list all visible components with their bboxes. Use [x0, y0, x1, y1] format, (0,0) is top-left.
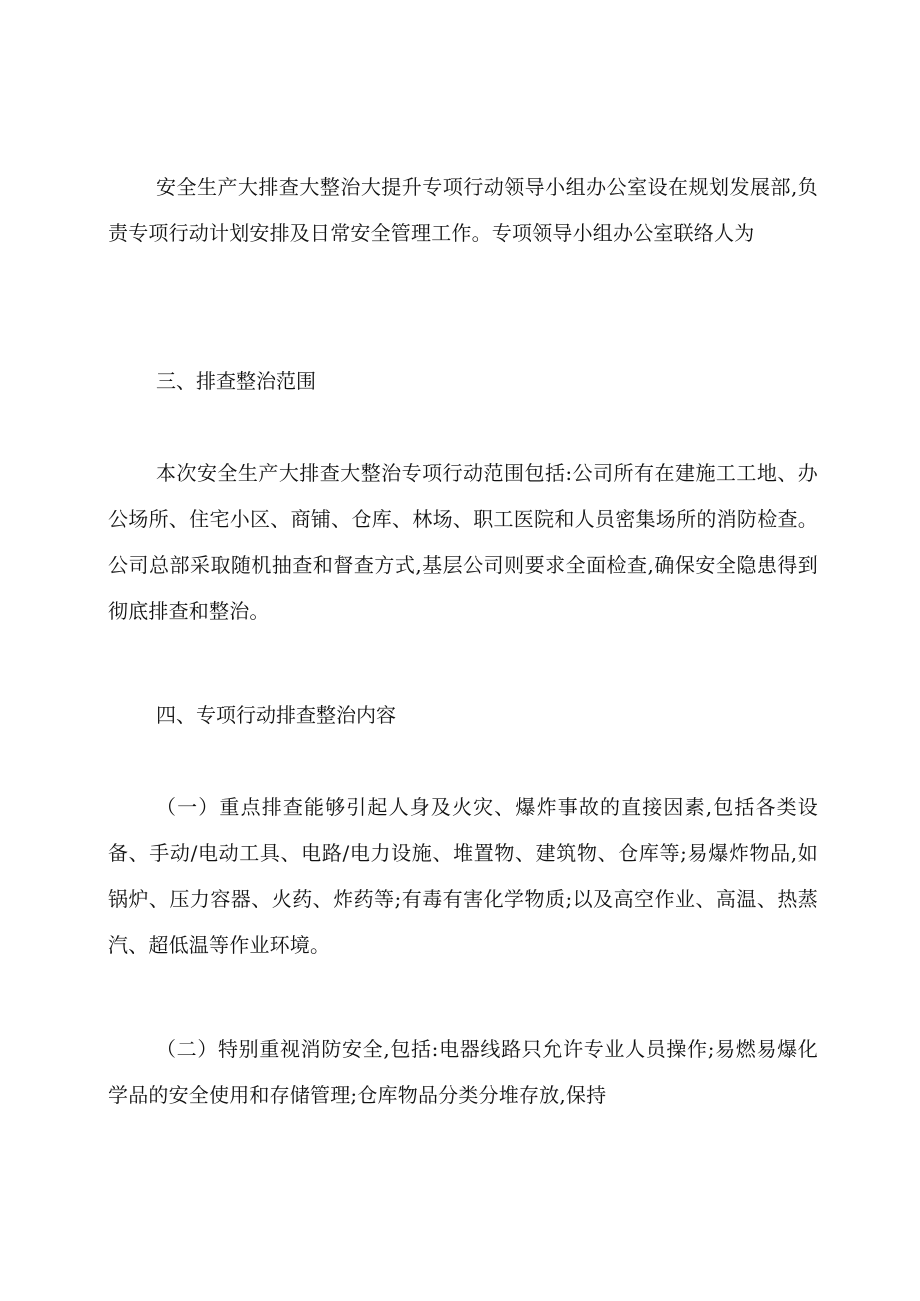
list-item-one: （一）重点排查能够引起人身及火灾、爆炸事故的直接因素,包括各类设备、手动/电动工具、电路/电力设施、堆置物、建筑物、仓库等;易爆炸物品,如锅炉、压力容器、火药、炸药等;有毒有害化学物质;以及高空作业、高温、热蒸汽、超低温等作业环境。 [108, 795, 818, 957]
section-heading-scope: 三、排查整治范围 [156, 369, 316, 393]
paragraph-scope: 本次安全生产大排查大整治专项行动范围包括:公司所有在建施工工地、办公场所、住宅小区、商铺、仓库、林场、职工医院和人员密集场所的消防检查。公司总部采取随机抽查和督查方式,基层公司则要求全面检查,确保安全隐患得到彻底排查和整治。 [108, 461, 818, 623]
paragraph-office-setup: 安全生产大排查大整治大提升专项行动领导小组办公室设在规划发展部,负责专项行动计划安排及日常安全管理工作。专项领导小组办公室联络人为 [108, 175, 818, 245]
section-heading-content: 四、专项行动排查整治内容 [156, 703, 396, 727]
list-item-two: （二）特别重视消防安全,包括:电器线路只允许专业人员操作;易燃易爆化学品的安全使用和存储管理;仓库物品分类分堆存放,保持 [108, 1037, 818, 1107]
